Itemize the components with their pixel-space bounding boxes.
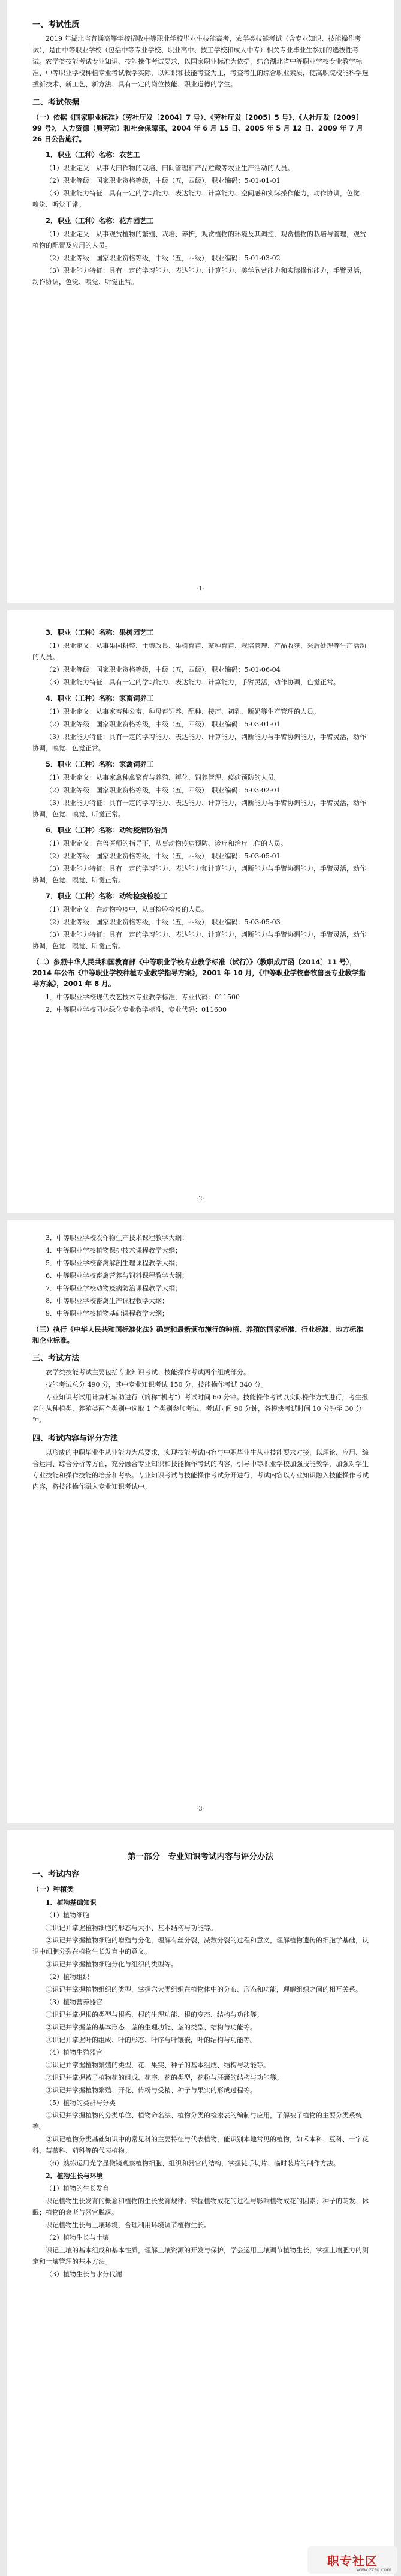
document-page-3 <box>7 1220 394 1823</box>
topic-item: （2）植物组织 <box>46 1973 89 1981</box>
part-title: 第一部分 专业知识考试内容与评分办法 <box>128 1852 273 1862</box>
topic-detail: ②识记植物分类基础知识中的常见科的主要特征与代表植物，能识别本地常见的植物，如禾本科、豆科、十字花科、蔷薇科、茄科等的代表植物。 <box>32 2135 369 2155</box>
job-level: （2）职业等级：国家职业资格等级，中级（五，四级），职业编码：5-03-05-01 <box>46 852 281 860</box>
page-number: -3- <box>196 1806 205 1812</box>
job-level: （2）职业等级：国家职业资格等级，中级（五，四级），职业编码：5-01-06-04 <box>46 666 281 674</box>
job-level: （2）职业等级：国家职业资格等级，中级（五，四级），职业编码：5-03-05-03 <box>46 918 281 926</box>
job-definition: （1）职业定义：从事家禽种禽繁育与养殖、孵化、饲养管理、疫病预防的人员。 <box>46 774 281 782</box>
topic-item: （4）植物生殖器官 <box>46 2049 102 2056</box>
job-level: （2）职业等级：国家职业资格等级，中级（五，四级），职业编码：5-03-01-01 <box>46 720 281 728</box>
syllabus-item: 8．中等职业学校畜禽生产课程教学大纲； <box>46 1297 168 1305</box>
syllabus-item: 7．中等职业学校动物疫病防治课程教学大纲； <box>46 1284 182 1292</box>
subsection-heading: （一）种植类 <box>32 1885 74 1893</box>
subsection-heading: （一）依据《国家职业标准》（劳社厅发〔2004〕7 号）、《劳社厅发〔2005〕5 号》、《人社厅发〔2009〕99 号》，人力资源（原劳动）和社会保障部，2004 年 6 月 15 日、2005 年 5 月 12 日、2009 年 7 月 26 日公告施行。 <box>32 113 363 143</box>
topic-item: （1）植物细胞 <box>46 1911 89 1919</box>
topic-detail: ①识记并掌握植物细胞的形态与大小、基本结构与功能等。 <box>46 1924 217 1932</box>
topic-item: （2）植物生长与土壤 <box>46 2234 109 2242</box>
topic-item: （3）植物营养器官 <box>46 1998 102 2006</box>
job-title: 6．职业（工种）名称：动物疫病防治员 <box>46 826 168 834</box>
topic-detail: ②识记并掌握被子植物花的组成、花序、花的类型，花粉与胚囊的结构与功能等。 <box>46 2074 283 2082</box>
job-title: 1．职业（工种）名称：农艺工 <box>46 150 140 159</box>
section-title: 二、考试依据 <box>32 98 80 107</box>
job-ability: （3）职业能力特征：具有一定的学习能力、表达能力、计算能力、空间感和实际操作能力，动作协调，色觉、嗅觉、听觉正常。 <box>32 189 366 209</box>
paragraph: 专业知识考试用计算机辅助进行（简称“机考”）考试时间 60 分钟。技能操作考试以实际操作方式进行，考生报名时从种植类、养殖类两个类别中选取 1 个类别参加考试，考试时间 90 分钟，各模块考试时间 10 分钟至 30 分钟。 <box>32 1393 369 1424</box>
topic-detail: ①识记并掌握植物的分类单位、植物命名法、植物分类的检索表的编制与应用，了解被子植物的主要分类系统等。 <box>32 2112 362 2131</box>
topic-item: （1）植物的生长发育 <box>46 2185 109 2192</box>
topic-detail: 识记土壤的基本组成和基本性质，理解土壤资源的开发与保护，学会运用土壤调节植物生长，掌握土壤肥力的测定和土壤管理的基本方法。 <box>32 2246 369 2266</box>
job-ability: （3）职业能力特征：具有一定的学习能力、表达能力、计算能力、美学欣赏能力和实际操作能力，手臂灵活，动作协调，色觉、嗅觉、听觉正常。 <box>32 267 366 286</box>
job-definition: （1）职业定义：从事观赏植物的繁殖、栽培、养护，观赏植物的环境及其调控，观赏植物的栽培与管理，观赏植物的配置及应用的人员。 <box>32 230 366 249</box>
job-definition: （1）职业定义：在动物检疫中，从事检验检疫的人员。 <box>46 906 208 913</box>
page-number: -1- <box>196 586 205 592</box>
topic-detail: ①识记并掌握植物组织的类型，掌握六大类组织在植物体中的分布、形态和功能，理解组织之间的相互关系。 <box>46 1986 362 1993</box>
job-definition: （1）职业定义：从事大田作物的栽培、田间管理和产品贮藏等农业生产活动的人员。 <box>46 164 294 172</box>
topic-detail: 识记植物生长与土壤环境，合理利用环境调节植物生长。 <box>46 2221 210 2229</box>
job-ability: （3）职业能力特征：具有一定的学习能力、表达能力、计算能力，判断能力与手臂协调能力，手臂灵活，动作协调，色觉、嗅觉、听觉正常。 <box>32 799 366 818</box>
job-title: 3．职业（工种）名称：果树园艺工 <box>46 628 154 637</box>
page-number: -2- <box>196 1196 205 1202</box>
job-level: （2）职业等级：国家职业资格等级，中级（五，四级），职业编码：5-01-01-01 <box>46 177 281 185</box>
topic-item: （6）熟练运用光学显微镜观察植物细胞、组织和器官的结构，掌握徒手切片、临时装片的制作方法。 <box>46 2159 340 2167</box>
job-ability: （3）职业能力特征：具有一定的学习能力、表达能力、计算能力，判断能力与手臂协调能力，手臂灵活，动作协调，嗅觉、色觉正常。 <box>32 733 366 752</box>
syllabus-item: 6．中等职业学校畜禽营养与饲料课程教学大纲； <box>46 1272 188 1280</box>
syllabus-item: 3．中等职业学校农作物生产技术课程教学大纲； <box>46 1234 188 1242</box>
topic-detail: ③识记并掌握植物繁殖、开花、传粉与受精、种子与果实的形成过程等。 <box>46 2086 257 2094</box>
job-title: 5．职业（工种）名称：家禽饲养工 <box>46 760 154 768</box>
standard-item: 2．中等职业学校园林绿化专业教学标准，专业代码：011600 <box>46 1006 227 1013</box>
topic-detail: ③识记并掌握叶的组成、叶的形态、叶序与叶镶嵌，叶的结构与功能等。 <box>46 2036 257 2044</box>
topic-item: （5）植物的类群与分类 <box>46 2099 116 2107</box>
job-definition: （1）职业定义：从事家畜种公畜、种母畜饲养、配种、接产、初乳、断奶等生产管理的人员。 <box>46 708 320 716</box>
topic-detail: ③识记并掌握植物细胞分化与组织的类型等。 <box>46 1960 177 1968</box>
standard-item: 1．中等职业学校现代农艺技术专业教学标准，专业代码：011500 <box>46 993 240 1001</box>
site-watermark-logo <box>307 2546 397 2574</box>
topic-detail: ②识记并掌握植物细胞的增殖与分化，理解有丝分裂、减数分裂的过程和意义，理解植物遗传的细胞学基础，认识中细胞分裂在植物生长发育中的意义。 <box>32 1936 369 1956</box>
section-title: 三、考试方法 <box>32 1354 80 1363</box>
job-ability: （3）职业能力特征：具有一定的学习能力、表达能力、计算能力，判断能力与手臂协调能力，手臂灵活，动作协调，色觉、嗅觉、听觉正常。 <box>32 931 366 950</box>
syllabus-item: 4．中等职业学校植物保护技术课程教学大纲； <box>46 1247 182 1254</box>
job-ability: （3）职业能力特征：具有一定的学习能力、表达能力、计算能力，手臂灵活，动作协调，色觉正常。 <box>46 678 340 686</box>
document-page-1 <box>7 0 394 603</box>
section-title: 一、考试性质 <box>32 20 80 29</box>
paragraph: 2019 年湖北省普通高等学校招收中等职业学校毕业生技能高考，农学类技能考试（含专业知识、技能操作考试），是由中等职业学校（包括中等专业学校、职业高中、技工学校和成人中专）相关专业毕业生参加的选拔性考试。农学类技能考试专业知识、技能操作考试要求，以国家职业标准为依据，结合湖北省中等职业学校专业教学标准、中等职业学校种植专业考试教学实际，以知识和技能考查为主，考查考生的综合职业素质，使高职院校能科学选拔新技术、新工艺、新方法、具有一定的岗位技能、职业道德的学生。 <box>32 35 369 88</box>
subsection-heading: （二）参照中华人民共和国教育部《中等职业学校专业教学标准（试行）》（教职成厅函〔2014〕11 号），2014 年公布《中等职业学校种植专业教学指导方案》，2001 年 10 月，《中等职业学校畜牧兽医专业教学指导方案》，2001 年 8 月。 <box>32 958 366 988</box>
topic-detail: ①识记并掌握根的类型与根系、根的生理功能、根的变态、结构与功能等。 <box>46 2011 263 2019</box>
syllabus-item: 5．中等职业学校畜禽解剖生理课程教学大纲； <box>46 1259 182 1267</box>
subsection-heading: （三）执行《中华人民共和国标准化法》确定和最新颁布施行的种植、养殖的国家标准、行业标准、地方标准和企业标准。 <box>32 1325 363 1344</box>
job-definition: （1）职业定义：从事果园耕整、土壤改良、果树育苗、繁种育苗、栽培管理、产品收获、采后处理等生产活动的人员。 <box>32 642 366 661</box>
job-level: （2）职业等级：国家职业资格等级，中级（五，四级），职业编码：5-01-03-02 <box>46 254 281 262</box>
topic-heading: 1．植物基础知识 <box>46 1899 97 1907</box>
paragraph: 技能考试总分 490 分，其中专业知识考试 150 分，技能操作考试 340 分。 <box>46 1381 267 1389</box>
job-level: （2）职业等级：国家职业资格等级，中级（五，四级），职业编码：5-03-02-01 <box>46 786 281 794</box>
syllabus-item: 9．中等职业学校植物基础课程教学大纲； <box>46 1310 168 1317</box>
watermark-text: 职专社区 <box>327 2553 378 2568</box>
job-title: 4．职业（工种）名称：家畜饲养工 <box>46 694 154 702</box>
topic-heading: 2．植物生长与环境 <box>46 2172 103 2180</box>
job-ability: （3）职业能力特征：具有一定的学习能力、表达能力和计算能力，判断能力与手臂协调能力，手臂灵活，动作协调，色觉、嗅觉、听觉正常。 <box>32 865 366 884</box>
topic-detail: 识记植物生长发育的概念和植物的生长发育规律；掌握植物成花的过程与影响植物成花的因素；种子的萌发、休眠；植物的衰老与器官脱落。 <box>32 2197 369 2216</box>
job-title: 7．职业（工种）名称：动物检疫检验工 <box>46 892 168 900</box>
section-title: 一、考试内容 <box>32 1870 80 1879</box>
topic-item: （3）植物生长与水分代谢 <box>46 2270 122 2278</box>
section-title: 四、考试内容与评分方法 <box>32 1434 119 1443</box>
document-page-4 <box>7 1830 394 2576</box>
job-definition: （1）职业定义：在兽医师的指导下，从事动物疫病预防、诊疗和治疗工作的人员。 <box>46 840 287 847</box>
document-page-2 <box>7 610 394 1213</box>
paragraph: 以形成的中职毕业生从业能力为总要求，实现技能考试内容与中职毕业生从业技能要求对接，以理论、应用、综合运用、综合分析等方面，充分融合专业知识和技能操作考试的内容，引导中等职业学校加强技能教学，加强对学生专业技能和操作技能的培养和考核。专业知识考试与技能操作考试分开进行，考试内容以专业知识融入技能操作考试内容，将技能操作融入专业知识考试中。 <box>32 1449 369 1491</box>
topic-detail: ②识记并掌握茎的基本形态、茎的生理功能、茎的类型、结构与功能等。 <box>46 2023 257 2031</box>
paragraph: 农学类技能考试主要包括专业知识考试、技能操作考试两个组成部分。 <box>46 1368 250 1376</box>
topic-detail: ①识记并掌握植物繁殖的类型，花、果实、种子的基本组成、结构与功能等。 <box>46 2061 270 2069</box>
watermark-url: www.zzsq.com <box>356 2567 391 2572</box>
job-title: 2．职业（工种）名称：花卉园艺工 <box>46 216 154 225</box>
